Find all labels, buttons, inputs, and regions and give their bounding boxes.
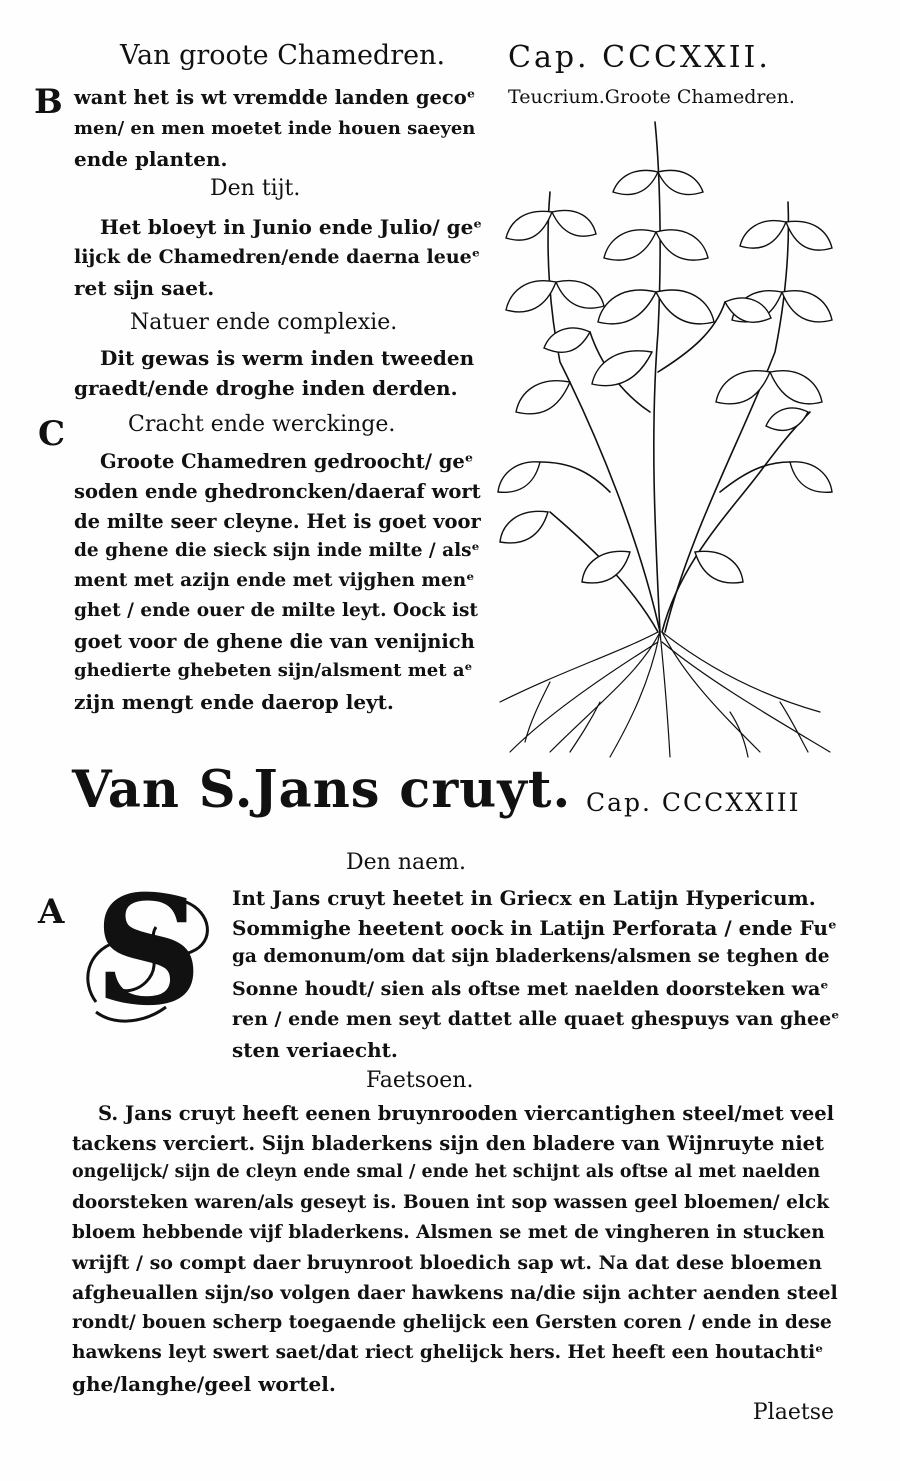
faetsoen-line: doorsteken waren/als geseyt is. Bouen int sop wassen geel bloemen/ elck xyxy=(72,1192,830,1213)
natuer-line: Dit gewas is werm inden tweeden xyxy=(100,346,475,370)
tijt-line: ret sijn saet. xyxy=(74,276,215,300)
natuer-line: graedt/ende droghe inden derden. xyxy=(74,376,458,400)
faetsoen-line: ghe/langhe/geel wortel. xyxy=(72,1372,336,1396)
intro-line: want het is wt vremdde landen gecoᵉ xyxy=(74,86,476,109)
catchword: Plaetse xyxy=(752,1400,834,1425)
cracht-line: soden ende ghedroncken/daeraf wort xyxy=(74,480,481,503)
intro-line: men/ en men moetet inde houen saeyen xyxy=(74,118,476,139)
heading-natuer: Natuer ende complexie. xyxy=(130,310,398,335)
running-title: Van groote Chamedren. xyxy=(120,40,446,71)
heading-tijt: Den tijt. xyxy=(210,176,301,201)
cracht-line: ghet / ende ouer de milte leyt. Oock ist xyxy=(74,600,478,621)
intro-line: ende planten. xyxy=(74,147,228,171)
faetsoen-line: wrijft / so compt daer bruynroot bloedich sap wt. Na dat dese bloemen xyxy=(72,1252,822,1274)
chapter-number: Cap. CCCXXII. xyxy=(508,40,771,75)
cracht-line: ghedierte ghebeten sijn/alsment met aᵉ xyxy=(74,660,473,681)
faetsoen-line: rondt/ bouen scherp toegaende ghelijck een Gersten coren / ende in dese xyxy=(72,1312,832,1333)
section-marker-b: B xyxy=(34,82,63,122)
naem-line: sten veriaecht. xyxy=(232,1038,398,1062)
faetsoen-line: S. Jans cruyt heeft eenen bruynrooden viercantighen steel/met veel xyxy=(98,1102,835,1125)
heading-cracht: Cracht ende werckinge. xyxy=(128,412,396,437)
naem-line: ga demonum/om dat sijn bladerkens/alsmen se teghen de xyxy=(232,946,830,967)
cracht-line: Groote Chamedren gedroocht/ geᵉ xyxy=(100,450,474,473)
faetsoen-line: ongelijck/ sijn de cleyn ende smal / ende het schijnt als oftse al met naelden xyxy=(72,1162,821,1182)
naem-line: Sommighe heetent oock in Latijn Perforata / ende Fuᵉ xyxy=(232,916,837,940)
initial-letter: S xyxy=(94,863,203,1039)
section-marker-c: C xyxy=(38,414,66,454)
cracht-line: ment met azijn ende met vijghen menᵉ xyxy=(74,570,475,591)
faetsoen-line: bloem hebbende vijf bladerkens. Alsmen se met de vingheren in stucken xyxy=(72,1222,825,1243)
cracht-line: de ghene die sieck sijn inde milte / alsᵉ xyxy=(74,540,480,561)
plant-woodcut-illustration xyxy=(490,112,840,762)
cracht-line: zijn mengt ende daerop leyt. xyxy=(74,690,394,714)
naem-line: Sonne houdt/ sien als oftse met naelden doorsteken waᵉ xyxy=(232,978,829,1000)
chapter-title: Van S.Jans cruyt. xyxy=(72,760,572,820)
cracht-line: de milte seer cleyne. Het is goet voor xyxy=(74,510,481,533)
tijt-line: lijck de Chamedren/ende daerna leueᵉ xyxy=(74,246,481,268)
cracht-line: goet voor de ghene die van venijnich xyxy=(74,630,475,653)
section-marker-a: A xyxy=(38,892,65,932)
chapter-number: Cap. CCCXXIII xyxy=(586,788,801,817)
faetsoen-line: hawkens leyt swert saet/dat riect ghelijck hers. Het heeft een houtachtiᵉ xyxy=(72,1342,824,1363)
tijt-line: Het bloeyt in Junio ende Julio/ geᵉ xyxy=(100,215,483,239)
decorated-initial xyxy=(76,863,224,1039)
illustration-caption: Teucrium.Groote Chamedren. xyxy=(508,86,795,108)
heading-faetsoen: Faetsoen. xyxy=(366,1068,474,1093)
faetsoen-line: afgheuallen sijn/so volgen daer hawkens na/die sijn achter aenden steel xyxy=(72,1282,838,1304)
naem-line: Int Jans cruyt heetet in Griecx en Latijn Hypericum. xyxy=(232,886,816,910)
heading-naem: Den naem. xyxy=(346,850,466,875)
faetsoen-line: tackens verciert. Sijn bladerkens sijn den bladere van Wijnruyte niet xyxy=(72,1132,825,1155)
naem-line: ren / ende men seyt dattet alle quaet ghespuys van gheeᵉ xyxy=(232,1008,840,1030)
